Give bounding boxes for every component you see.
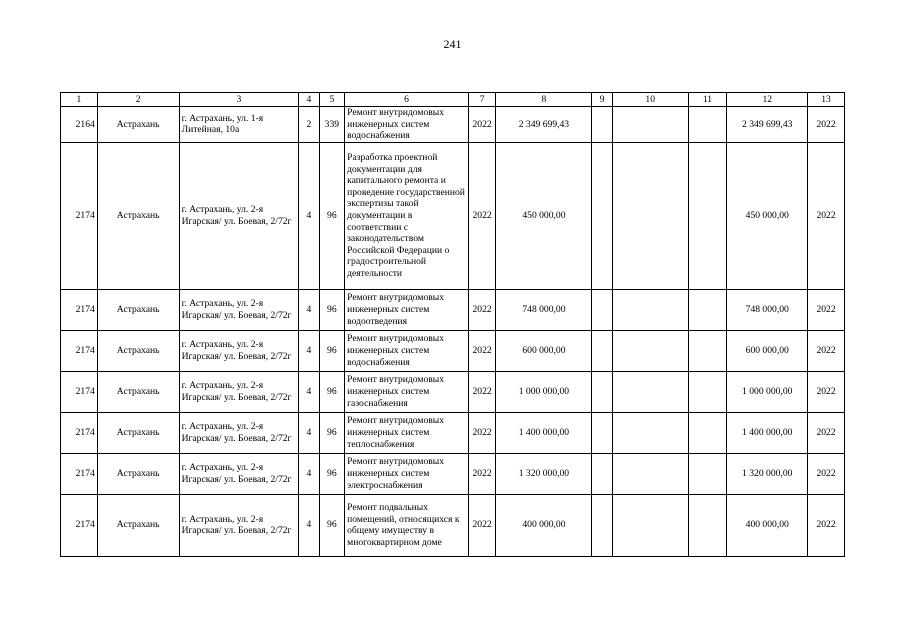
cell-work-type: Ремонт внутридомовых инженерных систем теплоснабжения — [345, 412, 469, 453]
cell-col4: 4 — [299, 289, 319, 330]
column-header: 4 — [299, 93, 319, 107]
cell-col5: 96 — [319, 494, 345, 556]
cell-col10 — [612, 330, 688, 371]
cell-col9 — [592, 142, 612, 289]
column-header: 2 — [97, 93, 179, 107]
cell-municipality: Астрахань — [97, 107, 179, 143]
cell-municipality: Астрахань — [97, 142, 179, 289]
cell-col12-cost: 400 000,00 — [727, 494, 808, 556]
cell-col5: 339 — [319, 107, 345, 143]
table-row — [61, 289, 845, 330]
cell-col11 — [688, 107, 727, 143]
cell-col11 — [688, 371, 727, 412]
cell-col5: 96 — [319, 330, 345, 371]
column-header: 13 — [808, 93, 845, 107]
cell-col12-cost: 1 320 000,00 — [727, 453, 808, 494]
cell-col13-year: 2022 — [808, 494, 845, 556]
cell-col11 — [688, 412, 727, 453]
cell-work-type: Ремонт подвальных помещений, относящихся к общему имуществу в многоквартирном доме — [345, 494, 469, 556]
cell-col10 — [612, 107, 688, 143]
column-header: 1 — [61, 93, 98, 107]
cell-year: 2022 — [468, 142, 496, 289]
cell-total-cost: 600 000,00 — [496, 330, 592, 371]
cell-col5: 96 — [319, 289, 345, 330]
cell-work-type: Разработка проектной документации для капитального ремонта и проведение государственной экспертизы такой документации в соответствии с законодательством Российской Федерации о градостроительной деятельности — [345, 142, 469, 289]
cell-col5: 96 — [319, 142, 345, 289]
column-header: 6 — [345, 93, 469, 107]
cell-col10 — [612, 289, 688, 330]
page-number: 241 — [443, 37, 462, 51]
cell-work-type: Ремонт внутридомовых инженерных систем водоотведения — [345, 289, 469, 330]
cell-col13-year: 2022 — [808, 142, 845, 289]
cell-number: 2174 — [61, 142, 98, 289]
cell-col13-year: 2022 — [808, 289, 845, 330]
column-header: 8 — [496, 93, 592, 107]
cell-col4: 4 — [299, 453, 319, 494]
capital-repair-table — [60, 92, 845, 557]
cell-year: 2022 — [468, 412, 496, 453]
table-row — [61, 494, 845, 556]
cell-year: 2022 — [468, 371, 496, 412]
cell-total-cost: 1 320 000,00 — [496, 453, 592, 494]
cell-address: г. Астрахань, ул. 2-я Игарская/ ул. Боевая, 2/72г — [179, 494, 299, 556]
cell-municipality: Астрахань — [97, 330, 179, 371]
column-header: 11 — [688, 93, 727, 107]
cell-col4: 4 — [299, 412, 319, 453]
cell-municipality: Астрахань — [97, 494, 179, 556]
cell-work-type: Ремонт внутридомовых инженерных систем водоснабжения — [345, 330, 469, 371]
cell-work-type: Ремонт внутридомовых инженерных систем электроснабжения — [345, 453, 469, 494]
cell-number: 2174 — [61, 412, 98, 453]
cell-col12-cost: 450 000,00 — [727, 142, 808, 289]
cell-col5: 96 — [319, 412, 345, 453]
cell-total-cost: 2 349 699,43 — [496, 107, 592, 143]
cell-number: 2174 — [61, 494, 98, 556]
cell-col4: 4 — [299, 371, 319, 412]
cell-municipality: Астрахань — [97, 371, 179, 412]
cell-work-type: Ремонт внутридомовых инженерных систем газоснабжения — [345, 371, 469, 412]
cell-col9 — [592, 453, 612, 494]
table-row — [61, 412, 845, 453]
cell-total-cost: 1 000 000,00 — [496, 371, 592, 412]
cell-total-cost: 1 400 000,00 — [496, 412, 592, 453]
cell-address: г. Астрахань, ул. 2-я Игарская/ ул. Боевая, 2/72г — [179, 142, 299, 289]
cell-year: 2022 — [468, 494, 496, 556]
cell-address: г. Астрахань, ул. 2-я Игарская/ ул. Боевая, 2/72г — [179, 412, 299, 453]
cell-col12-cost: 1 000 000,00 — [727, 371, 808, 412]
cell-col13-year: 2022 — [808, 453, 845, 494]
cell-col12-cost: 748 000,00 — [727, 289, 808, 330]
cell-number: 2174 — [61, 371, 98, 412]
table-row — [61, 142, 845, 289]
table-body — [61, 93, 845, 557]
cell-work-type: Ремонт внутридомовых инженерных систем водоснабжения — [345, 107, 469, 143]
column-header: 10 — [612, 93, 688, 107]
cell-number: 2174 — [61, 289, 98, 330]
cell-municipality: Астрахань — [97, 412, 179, 453]
cell-col13-year: 2022 — [808, 330, 845, 371]
cell-col13-year: 2022 — [808, 412, 845, 453]
cell-col9 — [592, 289, 612, 330]
cell-total-cost: 400 000,00 — [496, 494, 592, 556]
cell-col11 — [688, 289, 727, 330]
cell-total-cost: 748 000,00 — [496, 289, 592, 330]
cell-col9 — [592, 330, 612, 371]
cell-col9 — [592, 412, 612, 453]
cell-col10 — [612, 494, 688, 556]
cell-municipality: Астрахань — [97, 289, 179, 330]
column-number-row — [61, 93, 845, 107]
cell-col10 — [612, 453, 688, 494]
cell-col13-year: 2022 — [808, 107, 845, 143]
cell-address: г. Астрахань, ул. 2-я Игарская/ ул. Боевая, 2/72г — [179, 330, 299, 371]
table-row — [61, 330, 845, 371]
cell-address: г. Астрахань, ул. 2-я Игарская/ ул. Боевая, 2/72г — [179, 289, 299, 330]
cell-col12-cost: 2 349 699,43 — [727, 107, 808, 143]
cell-col13-year: 2022 — [808, 371, 845, 412]
cell-address: г. Астрахань, ул. 1-я Литейная, 10а — [179, 107, 299, 143]
cell-col10 — [612, 371, 688, 412]
cell-year: 2022 — [468, 289, 496, 330]
column-header: 3 — [179, 93, 299, 107]
cell-col11 — [688, 142, 727, 289]
cell-col4: 4 — [299, 494, 319, 556]
column-header: 5 — [319, 93, 345, 107]
cell-col5: 96 — [319, 453, 345, 494]
cell-col11 — [688, 453, 727, 494]
cell-col11 — [688, 330, 727, 371]
cell-year: 2022 — [468, 453, 496, 494]
cell-col4: 4 — [299, 330, 319, 371]
cell-col12-cost: 1 400 000,00 — [727, 412, 808, 453]
cell-year: 2022 — [468, 107, 496, 143]
cell-col12-cost: 600 000,00 — [727, 330, 808, 371]
table-row — [61, 371, 845, 412]
cell-col5: 96 — [319, 371, 345, 412]
cell-col10 — [612, 142, 688, 289]
cell-address: г. Астрахань, ул. 2-я Игарская/ ул. Боевая, 2/72г — [179, 453, 299, 494]
column-header: 12 — [727, 93, 808, 107]
column-header: 7 — [468, 93, 496, 107]
cell-number: 2174 — [61, 330, 98, 371]
cell-col4: 4 — [299, 142, 319, 289]
table-row — [61, 107, 845, 143]
cell-municipality: Астрахань — [97, 453, 179, 494]
cell-number: 2174 — [61, 453, 98, 494]
cell-col10 — [612, 412, 688, 453]
cell-col11 — [688, 494, 727, 556]
cell-total-cost: 450 000,00 — [496, 142, 592, 289]
cell-col9 — [592, 494, 612, 556]
cell-col4: 2 — [299, 107, 319, 143]
cell-col9 — [592, 107, 612, 143]
cell-col9 — [592, 371, 612, 412]
column-header: 9 — [592, 93, 612, 107]
table-row — [61, 453, 845, 494]
cell-year: 2022 — [468, 330, 496, 371]
cell-address: г. Астрахань, ул. 2-я Игарская/ ул. Боевая, 2/72г — [179, 371, 299, 412]
cell-number: 2164 — [61, 107, 98, 143]
